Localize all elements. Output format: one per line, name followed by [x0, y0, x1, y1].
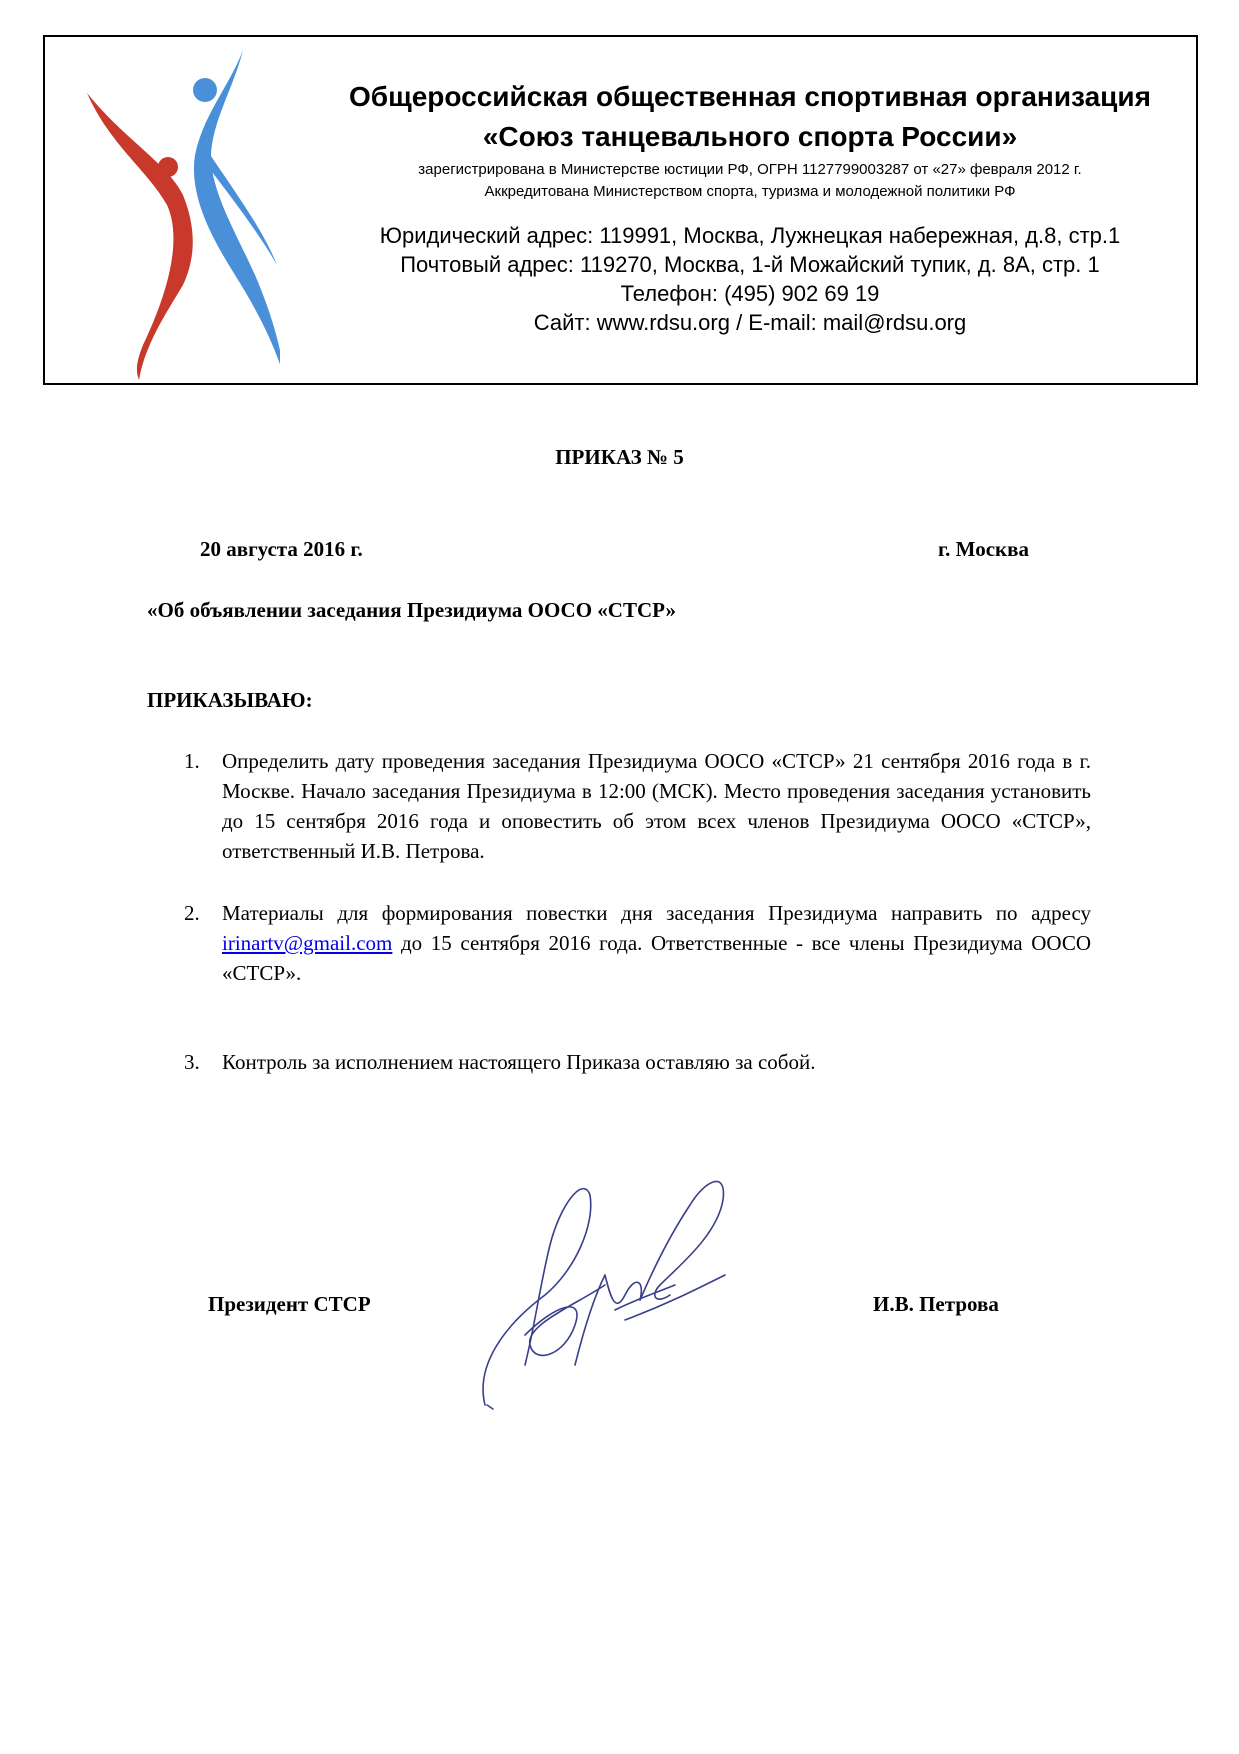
order-item-1 [184, 746, 1091, 866]
item-text-after: до 15 сентября 2016 года. Ответственные - все члены Президиума ООСО «СТСР». [222, 931, 1091, 985]
blue-dancer-head [193, 78, 217, 102]
accreditation-info: Аккредитована Министерством спорта, туризма и молодежной политики РФ [484, 183, 1016, 200]
item-text-before: Материалы для формирования повестки дня заседания Президиума направить по адресу [222, 901, 1091, 925]
legal-address: Юридический адрес: 119991, Москва, Лужнецкая набережная, д.8, стр.1 [379, 223, 1121, 248]
order-item-3 [184, 1047, 1091, 1077]
phone: Телефон: (495) 902 69 19 [620, 281, 880, 306]
signatory-role: Президент СТСР [208, 1292, 371, 1316]
letterhead [43, 35, 1198, 385]
organization-info [335, 77, 1165, 337]
document-date: 20 августа 2016 г. [200, 537, 363, 561]
handwritten-signature-icon [465, 1165, 765, 1415]
registration-info: зарегистрирована в Министерстве юстиции РФ, ОГРН 1127799003287 от «27» февраля 2012 г. [418, 161, 1082, 178]
item-number: 2. [184, 901, 200, 925]
item-text: Определить дату проведения заседания Президиума ООСО «СТСР» 21 сентября 2016 года в г. Москве. Начало заседания Президиума в 12:00 (МСК). Место проведения заседания установить до 15 сентября 2016 года и оповестить об этом всех членов Президиума ООСО «СТСР», ответственный И.В. Петрова. [222, 749, 1091, 863]
order-heading: ПРИКАЗЫВАЮ: [147, 688, 313, 712]
document-city: г. Москва [938, 537, 1029, 561]
document-title: ПРИКАЗ № 5 [555, 445, 684, 469]
item-number: 3. [184, 1050, 200, 1074]
item-text [222, 898, 1091, 988]
red-dancer-body [87, 93, 193, 380]
dancing-couple-logo-icon [85, 45, 280, 380]
org-name-line1: Общероссийская общественная спортивная организация [349, 81, 1151, 112]
org-name-line2: «Союз танцевального спорта России» [482, 121, 1018, 152]
site-email: Сайт: www.rdsu.org / E-mail: mail@rdsu.org [533, 310, 967, 335]
item-number: 1. [184, 749, 200, 773]
email-link[interactable]: irinartv@gmail.com [222, 931, 393, 955]
signatory-name: И.В. Петрова [873, 1292, 999, 1316]
item-text: Контроль за исполнением настоящего Приказа оставляю за собой. [222, 1050, 816, 1074]
document-subject: «Об объявлении заседания Президиума ООСО «СТСР» [147, 598, 676, 622]
order-item-2 [184, 898, 1091, 988]
postal-address: Почтовый адрес: 119270, Москва, 1-й Можайский тупик, д. 8А, стр. 1 [400, 252, 1100, 277]
